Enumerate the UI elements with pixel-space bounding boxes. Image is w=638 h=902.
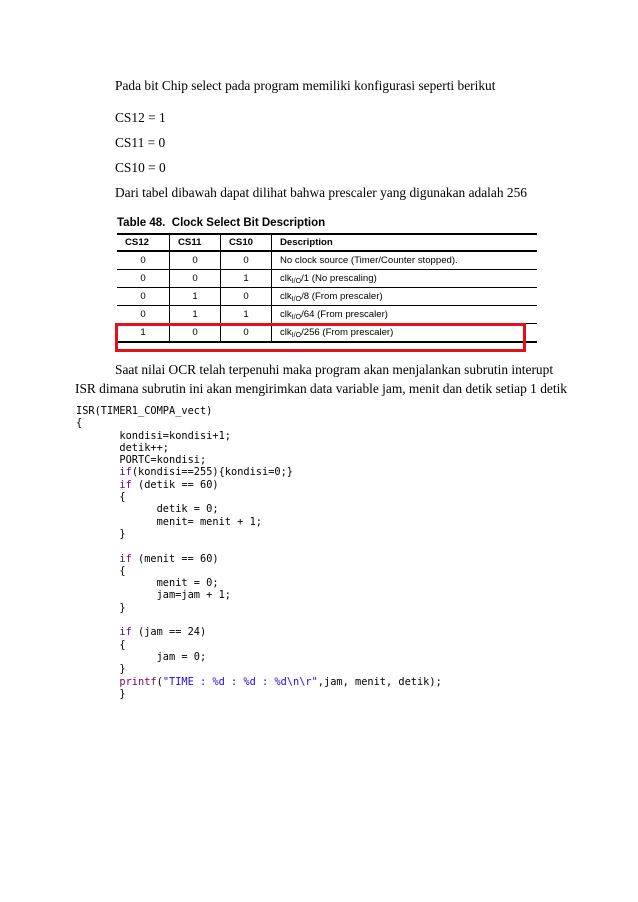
cell-cs11: 0 (170, 324, 221, 343)
code-line: if(kondisi==255){kondisi=0;} (119, 466, 293, 479)
desc-text: clk (280, 290, 292, 302)
table-caption (117, 217, 537, 233)
intro-paragraph: Pada bit Chip select pada program memiliki konfigurasi seperti berikut (115, 78, 496, 93)
cell-cs10: 0 (221, 324, 272, 343)
cell-cs10: 1 (221, 270, 272, 288)
cell-description (272, 270, 538, 288)
code-line: } (76, 663, 126, 676)
cell-description (272, 251, 538, 270)
cell-cs10: 1 (221, 306, 272, 324)
cell-cs10: 0 (221, 288, 272, 306)
code-line: PORTC=kondisi; (76, 454, 207, 467)
code-line: detik++; (76, 441, 169, 454)
cs10-line: CS10 = 0 (115, 160, 166, 175)
desc-suffix: /256 (From prescaler) (301, 326, 394, 338)
table-row (117, 288, 537, 306)
code-line: menit= menit + 1; (76, 515, 262, 528)
code-line: { (76, 491, 126, 504)
cell-description (272, 306, 538, 324)
cs11-line: CS11 = 0 (115, 135, 166, 150)
cell-cs12: 0 (117, 251, 170, 270)
cell-description (272, 288, 538, 306)
isr-code-block (76, 405, 442, 700)
cell-cs12: 0 (117, 306, 170, 324)
table-row (117, 306, 537, 324)
code-line (76, 614, 442, 626)
isr-description-paragraph: Saat nilai OCR telah terpenuhi maka program akan menjalankan subrutin interupt ISR dimana subrutin ini akan mengirimkan data variable jam, menit dan detik setiap 1 detik (75, 362, 567, 396)
code-line: kondisi=kondisi+1; (76, 429, 231, 442)
cell-cs12: 1 (117, 324, 170, 343)
code-line: } (76, 687, 126, 700)
cell-cs10: 0 (221, 251, 272, 270)
code-line: if (menit == 60) (119, 552, 219, 565)
desc-suffix: /8 (From prescaler) (301, 290, 383, 302)
desc-suffix: /1 (No prescaling) (301, 272, 377, 284)
table-row (117, 251, 537, 270)
desc-text: clk (280, 326, 292, 338)
table-row (117, 270, 537, 288)
code-line: if (jam == 24) (119, 626, 207, 639)
header-description: Description (272, 234, 538, 251)
code-line: ISR(TIMER1_COMPA_vect) (76, 405, 213, 417)
highlight-box-256 (115, 323, 526, 352)
cell-cs11: 0 (170, 251, 221, 270)
desc-subscript: I/O (291, 295, 302, 303)
desc-text: clk (280, 308, 292, 320)
code-line: { (76, 417, 83, 430)
desc-text: No clock source (Timer/Counter stopped). (280, 255, 458, 266)
code-line: { (76, 564, 126, 577)
code-line: } (76, 601, 126, 614)
cell-cs11: 1 (170, 288, 221, 306)
desc-suffix: /64 (From prescaler) (301, 308, 388, 320)
code-line: menit = 0; (76, 577, 219, 590)
code-line: printf("TIME : %d : %d : %d\n\r",jam, menit, detik); (119, 675, 442, 688)
desc-text: clk (280, 272, 292, 284)
header-cs11: CS11 (170, 234, 221, 251)
table-reference-paragraph: Dari tabel dibawah dapat dilihat bahwa prescaler yang digunakan adalah 256 (115, 185, 527, 200)
header-cs10: CS10 (221, 234, 272, 251)
table-caption-title: Clock Select Bit Description (171, 217, 326, 229)
cell-cs11: 0 (170, 270, 221, 288)
table-caption-number: Table 48. (117, 217, 166, 229)
code-line: { (76, 638, 126, 651)
code-line (76, 540, 442, 552)
desc-subscript: I/O (291, 313, 302, 321)
header-cs12: CS12 (117, 234, 170, 251)
code-line: } (76, 527, 126, 540)
cs12-line: CS12 = 1 (115, 110, 166, 125)
desc-subscript: I/O (291, 331, 302, 339)
table-header-row (117, 234, 537, 251)
cell-cs12: 0 (117, 270, 170, 288)
code-line: jam = 0; (76, 650, 207, 663)
desc-subscript: I/O (291, 277, 302, 285)
code-line: if (detik == 60) (119, 478, 219, 491)
cell-cs12: 0 (117, 288, 170, 306)
code-line: jam=jam + 1; (76, 589, 231, 602)
code-line: detik = 0; (76, 503, 219, 516)
cell-cs11: 1 (170, 306, 221, 324)
